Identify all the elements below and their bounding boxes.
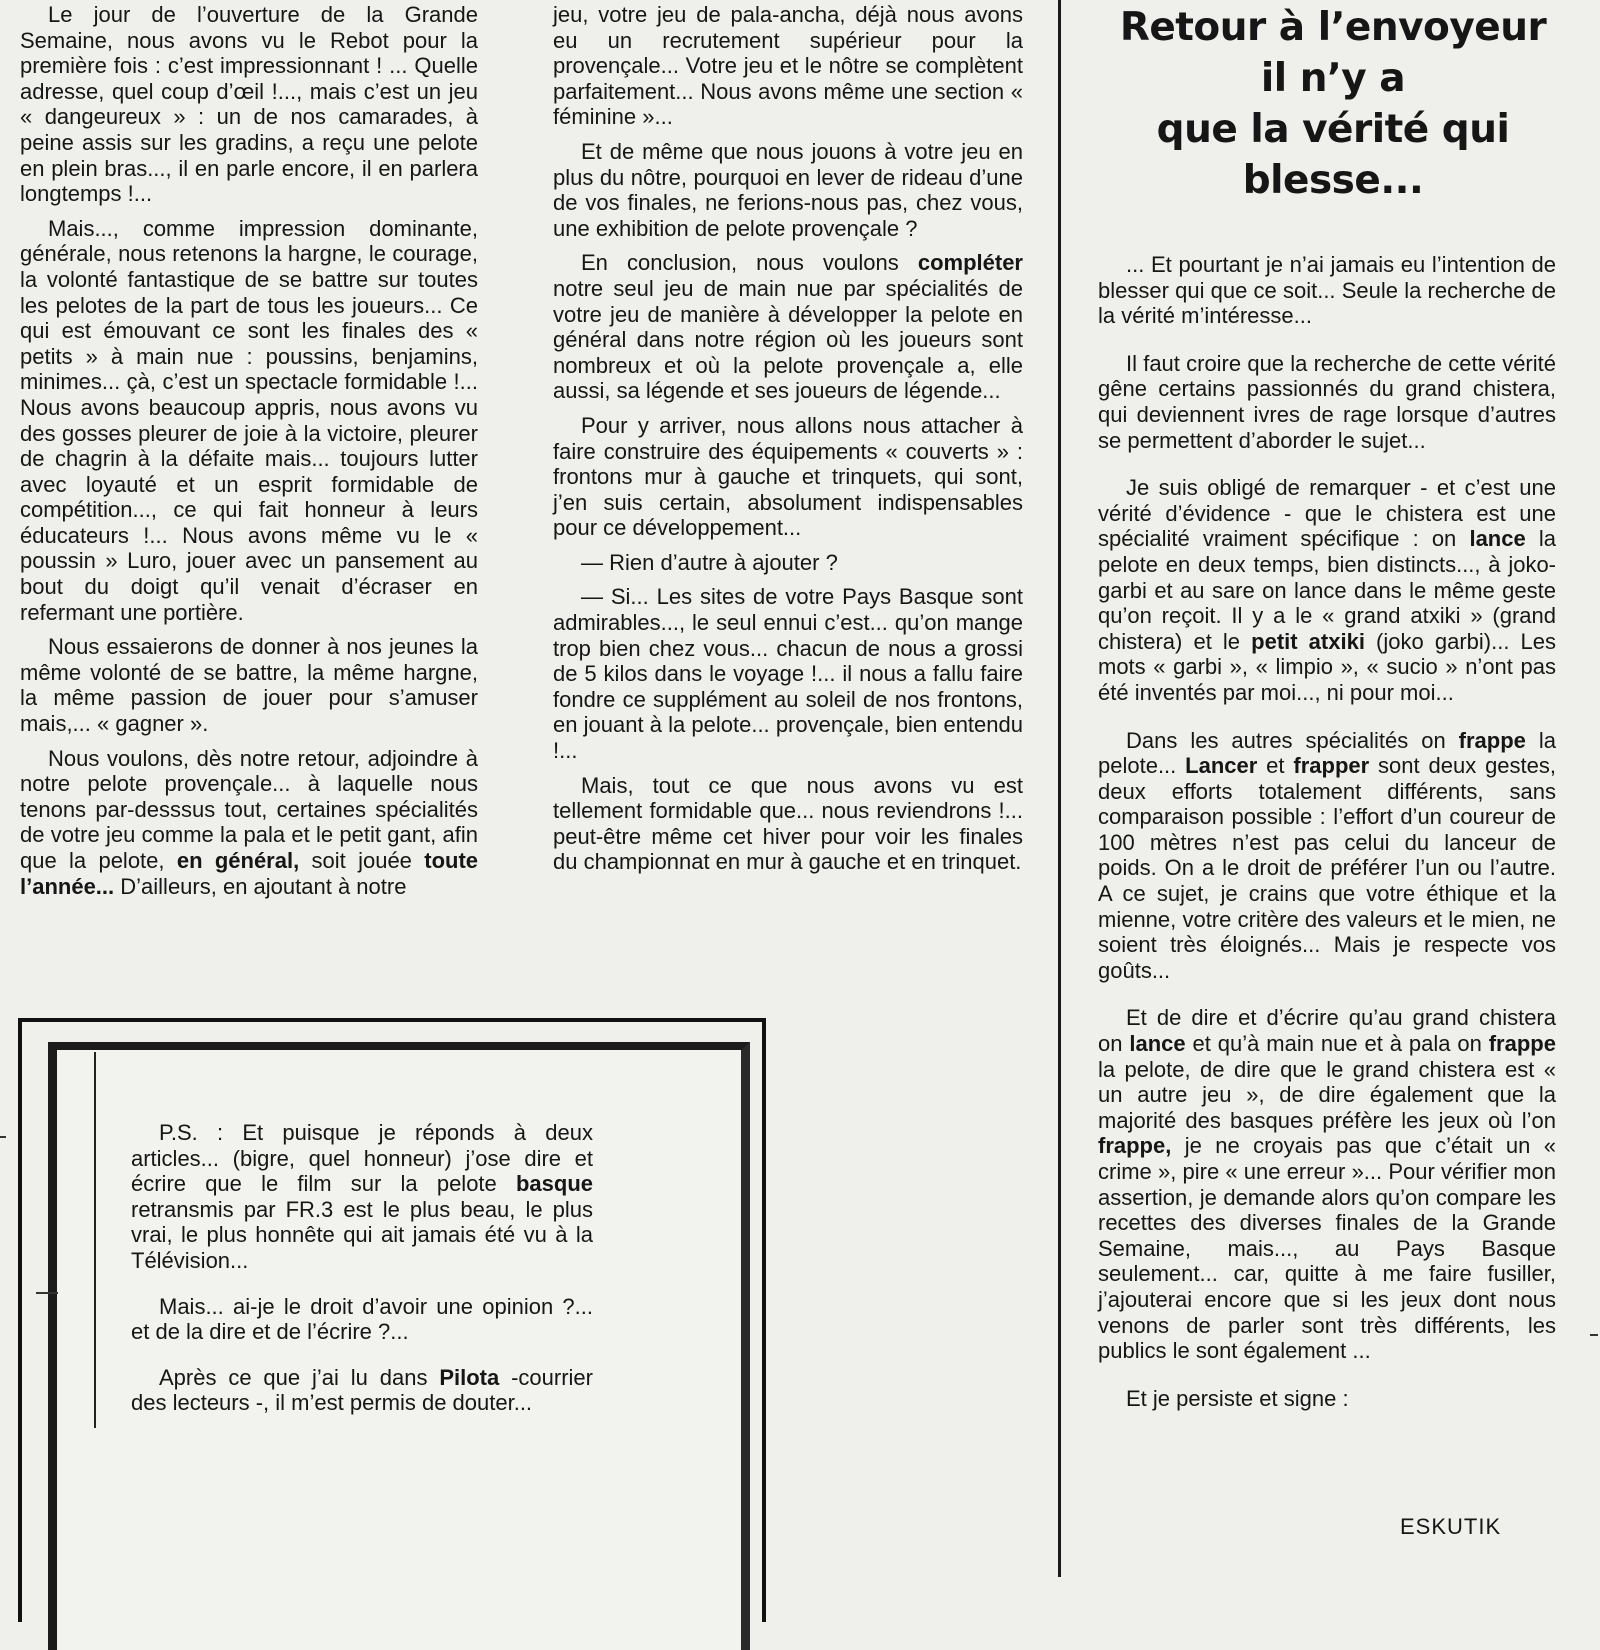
paragraph bbox=[1098, 475, 1556, 705]
text-run: -courrier des lecteurs -, il m’est permis de douter... bbox=[131, 1364, 593, 1416]
margin-tick bbox=[0, 1136, 6, 1138]
paragraph bbox=[1098, 1005, 1556, 1363]
paragraph: — Si... Les sites de votre Pays Basque sont admirables..., le seul ennui c’est... qu’on mange trop bien chez vous... chacun de nous a grossi de 5 kilos dans le voyage !... il nous a fallu faire fondre ce supplément au soleil de nos frontons, en jouant à la pelote... provençale, bien entendu !... bbox=[553, 584, 1023, 764]
paragraph: Et de même que nous jouons à votre jeu en plus du nôtre, pourquoi en lever de rideau d’une de vos finales, ne ferions-nous pas, chez vous, une exhibition de pelote provençale ? bbox=[553, 138, 1023, 241]
text-run: Après ce que j’ai lu dans bbox=[159, 1364, 440, 1390]
paragraph: Mais..., comme impression dominante, générale, nous retenons la hargne, le courage, la volonté fantastique de se battre sur toutes les pelotes de la part de tous les joueurs... Ce qui est émouvant ce sont les finales des « petits » à main nue : poussins, benjamins, minimes... çà, c’est un spectacle formidable !... Nous avons beaucoup appris, nous avons vu des gosses pleurer de joie à la victoire, pleurer de chagrin à la défaite mais... toujours lutter avec loyauté et un esprit formidable de compétition..., ce qui fait honneur à leurs éducateurs !... Nous avons même vu le « poussin » Luro, jouer avec un pansement au bout du doigt qu’il venait d’écraser en refermant une portière. bbox=[20, 215, 478, 625]
text-run: Nous voulons, dès notre retour, adjoindre à notre pelote provençale... à laquelle nous tenons par-desssus tout, certaines spécialités de votre jeu comme la pala et le petit gant, afin que la pelote, bbox=[20, 745, 478, 873]
bold-run: compléter bbox=[917, 250, 1023, 276]
text-run: En conclusion, nous voulons bbox=[581, 250, 918, 276]
paragraph bbox=[1098, 728, 1556, 984]
text-run: retransmis par FR.3 est le plus beau, le plus vrai, le plus honnête qui ait jamais été vu à la Télévision... bbox=[131, 1196, 593, 1273]
paragraph: Mais, tout ce que nous avons vu est tellement formidable que... nous reviendrons !... peut-être même cet hiver pour voir les finales du championnat en mur à gauche et en trinquet. bbox=[553, 772, 1023, 875]
signature: ESKUTIK bbox=[1400, 1514, 1502, 1539]
margin-tick bbox=[36, 1292, 58, 1294]
text-run: et qu’à main nue et à pala on bbox=[1185, 1031, 1489, 1057]
margin-tick bbox=[1590, 1334, 1598, 1336]
paragraph: ... Et pourtant je n’ai jamais eu l’intention de blesser qui que ce soit... Seule la recherche de la vérité m’intéresse... bbox=[1098, 252, 1556, 329]
bold-run: frappe bbox=[1488, 1031, 1556, 1057]
ps-box-rule bbox=[94, 1052, 96, 1428]
bold-run: frapper bbox=[1293, 753, 1370, 779]
text-run: je ne croyais pas que c’était un « crime », pire « une erreur »... Pour vérifier mon assertion, je demande alors qu’on compare les recettes des diverses finales de la Grande Semaine, mais..., au Pays Basque seulement... car, quitte à me faire fusiller, j’ajouterai encore que si les jeux dont nous venons de parler sont très différents, les publics le sont également ... bbox=[1098, 1133, 1556, 1364]
paragraph bbox=[553, 250, 1023, 404]
text-run: soit jouée bbox=[299, 848, 425, 873]
paragraph: Il faut croire que la recherche de cette vérité gêne certains passionnés du grand chistera, qui deviennent ivres de rage lorsque d’autres se permettent d’aborder le sujet... bbox=[1098, 350, 1556, 453]
bold-run: Pilota bbox=[439, 1364, 500, 1390]
text-run: P.S. : Et puisque je réponds à deux articles... (bigre, quel honneur) j’ose dire et écrire que le film sur la pelote bbox=[131, 1120, 593, 1197]
text-run: Dans les autres spécialités on bbox=[1126, 727, 1459, 753]
paragraph: — Rien d’autre à ajouter ? bbox=[581, 549, 838, 575]
bold-run: toute l’année... bbox=[20, 848, 479, 899]
article-column-3 bbox=[1098, 252, 1556, 1433]
text-run: la pelote, de dire que le grand chistera est « un autre jeu », de dire également que la majorité des basques préfère les jeux où l’on bbox=[1098, 1056, 1556, 1133]
title-line: Retour à l’envoyeur bbox=[1119, 5, 1547, 50]
paragraph: Et je persiste et signe : bbox=[1126, 1385, 1349, 1411]
bold-run: Lancer bbox=[1185, 753, 1258, 779]
text-run: la pelote... bbox=[1098, 727, 1556, 779]
text-run: (joko garbi)... Les mots « garbi », « limpio », « sucio » n’ont pas été inventés par moi..., ni pour moi... bbox=[1098, 628, 1557, 705]
paragraph: Le jour de l’ouverture de la Grande Semaine, nous avons vu le Rebot pour la première fois : c’est impressionnant ! ... Quelle adresse, quel coup d’œil !..., mais c’est un jeu « dangeureux » : un de nos camarades, à peine assis sur les gradins, a reçu une pelote en plein bras..., il en parle encore, il en parlera longtemps !... bbox=[20, 2, 478, 207]
title-line: que la vérité qui bbox=[1156, 107, 1510, 152]
paragraph bbox=[20, 746, 478, 900]
paragraph: jeu, votre jeu de pala-ancha, déjà nous avons eu un recrutement supérieur pour la provençale... Votre jeu et le nôtre se complètent parfaitement... Nous avons même une section « féminine »... bbox=[553, 2, 1023, 130]
text-run: Je suis obligé de remarquer - et c’est une vérité d’évidence - que le chistera est une spécialité vraiment spécifique : on bbox=[1098, 475, 1556, 552]
paragraph: Nous essaierons de donner à nos jeunes la même volonté de se battre, la même hargne, la même passion de jouer pour s’amuser mais,... « gagner ». bbox=[20, 634, 478, 737]
article-column-2 bbox=[553, 2, 1023, 884]
article-column-1 bbox=[20, 2, 478, 908]
ps-note bbox=[131, 1120, 593, 1436]
bold-run: frappe bbox=[1458, 727, 1526, 753]
article-title bbox=[1110, 2, 1556, 206]
bold-run: lance bbox=[1129, 1031, 1186, 1057]
text-run: notre seul jeu de main nue par spécialités de votre jeu de manière à développer la pelote en général dans notre région où les joueurs sont nombreux et où la pelote provençale a, elle aussi, sa légende et ses joueurs de légende... bbox=[553, 275, 1023, 404]
text-run: sont deux gestes, deux efforts totalement différents, sans comparaison possible : l’effort d’un coureur de 100 mètres n’est pas celui du lanceur de poids. On a le droit de préférer l’un ou l’autre. A ce sujet, je crains que votre éthique et la mienne, votre critère des valeurs et le mien, ne soient très éloignés... Mais je respecte vos goûts... bbox=[1098, 753, 1557, 983]
bold-run: petit atxiki bbox=[1251, 628, 1365, 654]
paragraph: Mais... ai-je le droit d’avoir une opinion ?... et de la dire et de l’écrire ?... bbox=[131, 1293, 593, 1345]
text-run: et bbox=[1257, 753, 1294, 779]
column-divider bbox=[1058, 0, 1061, 1577]
text-run: Et de dire et d’écrire qu’au grand chistera on bbox=[1098, 1005, 1556, 1057]
text-run: la pelote en deux temps, bien distincts..., à joko-garbi et au sare on lance dans le même geste qu’on reçoit. Il y a le « grand atxiki » (grand chistera) et le bbox=[1098, 526, 1556, 654]
bold-run: lance bbox=[1469, 526, 1526, 552]
bold-run: en général, bbox=[176, 848, 300, 873]
paragraph bbox=[131, 1120, 593, 1274]
bold-run: frappe, bbox=[1098, 1133, 1172, 1159]
paragraph: Pour y arriver, nous allons nous attacher à faire construire des équipements « couverts » : frontons mur à gauche et trinquets, qui sont, j’en suis certain, absolument indispensables pour ce développement... bbox=[553, 412, 1023, 541]
title-line: blesse... bbox=[1242, 158, 1424, 203]
paragraph bbox=[131, 1365, 593, 1416]
bold-run: basque bbox=[515, 1171, 593, 1197]
text-run: D’ailleurs, en ajoutant à notre bbox=[114, 873, 407, 899]
title-line: il n’y a bbox=[1260, 56, 1406, 101]
